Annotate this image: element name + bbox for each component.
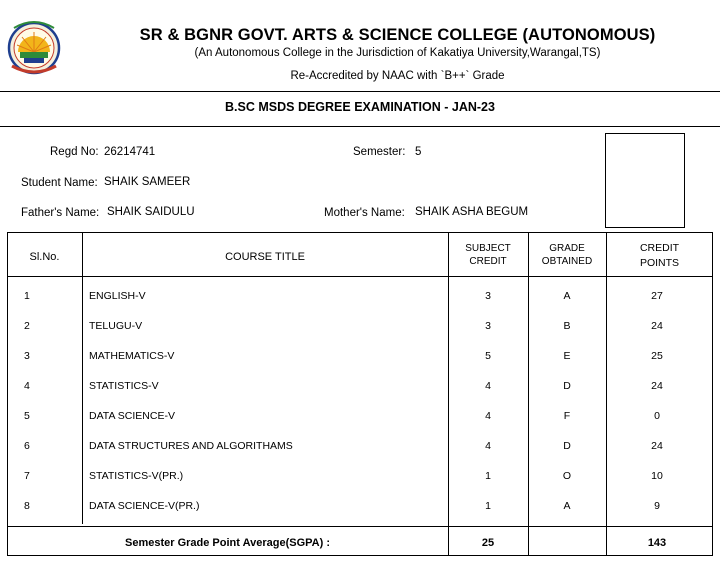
row-3-credit: 5 bbox=[485, 350, 491, 362]
student-name-label: Student Name: bbox=[21, 177, 98, 189]
row-6-course: DATA STRUCTURES AND ALGORITHAMS bbox=[89, 440, 293, 452]
slno-header: Sl.No. bbox=[29, 251, 60, 263]
total-credit-points: 143 bbox=[647, 537, 667, 549]
regd-label: Regd No: bbox=[50, 146, 99, 158]
row-3-slno: 3 bbox=[24, 350, 30, 362]
student-name-value: SHAIK SAMEER bbox=[104, 176, 191, 188]
row-5-slno: 5 bbox=[24, 410, 30, 422]
credit-points-header-line1: CREDIT bbox=[639, 242, 680, 254]
grade-header-line1: GRADE bbox=[549, 243, 585, 254]
grade-header-line2: OBTAINED bbox=[541, 256, 593, 267]
row-6-grade: D bbox=[563, 440, 571, 452]
subject-credit-header-line1: SUBJECT bbox=[465, 243, 511, 254]
row-5-course: DATA SCIENCE-V bbox=[89, 410, 175, 422]
row-6-points: 24 bbox=[651, 440, 663, 452]
subject-credit-header-line2: CREDIT bbox=[469, 256, 507, 267]
college-subtitle: (An Autonomous College in the Jurisdiction of Kakatiya University,Warangal,TS) bbox=[194, 47, 601, 59]
row-2-course: TELUGU-V bbox=[89, 320, 143, 332]
row-3-grade: E bbox=[563, 350, 571, 362]
course-header: COURSE TITLE bbox=[225, 251, 305, 263]
row-4-slno: 4 bbox=[24, 380, 30, 392]
header-row-divider bbox=[7, 276, 713, 277]
row-8-points: 9 bbox=[654, 500, 660, 512]
exam-title: B.SC MSDS DEGREE EXAMINATION - JAN-23 bbox=[225, 100, 495, 114]
row-1-slno: 1 bbox=[24, 290, 30, 302]
credit-points-header-line2: POINTS bbox=[639, 257, 680, 269]
row-7-grade: O bbox=[562, 470, 572, 482]
row-4-points: 24 bbox=[651, 380, 663, 392]
row-6-credit: 4 bbox=[485, 440, 491, 452]
row-4-course: STATISTICS-V bbox=[89, 380, 159, 392]
footer-row-divider bbox=[7, 526, 713, 527]
row-5-credit: 4 bbox=[485, 410, 491, 422]
row-7-course: STATISTICS-V(PR.) bbox=[89, 470, 184, 482]
row-1-grade: A bbox=[563, 290, 571, 302]
row-1-course: ENGLISH-V bbox=[89, 290, 146, 302]
row-2-points: 24 bbox=[651, 320, 663, 332]
row-8-course: DATA SCIENCE-V(PR.) bbox=[89, 500, 200, 512]
photo-box bbox=[605, 133, 685, 228]
row-7-credit: 1 bbox=[485, 470, 491, 482]
total-credit: 25 bbox=[481, 537, 495, 549]
row-6-slno: 6 bbox=[24, 440, 30, 452]
mother-name-label: Mother's Name: bbox=[324, 207, 405, 219]
father-name-value: SHAIK SAIDULU bbox=[107, 206, 195, 218]
college-seal-icon bbox=[6, 18, 62, 80]
row-4-grade: D bbox=[563, 380, 571, 392]
row-2-slno: 2 bbox=[24, 320, 30, 332]
row-3-points: 25 bbox=[651, 350, 663, 362]
regd-value: 26214741 bbox=[104, 146, 156, 158]
row-3-course: MATHEMATICS-V bbox=[89, 350, 175, 362]
row-2-credit: 3 bbox=[485, 320, 491, 332]
mother-name-value: SHAIK ASHA BEGUM bbox=[415, 206, 529, 218]
semester-label: Semester: bbox=[353, 146, 406, 158]
college-name: SR & BGNR GOVT. ARTS & SCIENCE COLLEGE (AUTONOMOUS) bbox=[139, 26, 656, 44]
row-8-credit: 1 bbox=[485, 500, 491, 512]
row-4-credit: 4 bbox=[485, 380, 491, 392]
row-1-points: 27 bbox=[651, 290, 663, 302]
row-1-credit: 3 bbox=[485, 290, 491, 302]
row-5-grade: F bbox=[563, 410, 571, 422]
semester-value: 5 bbox=[415, 146, 422, 158]
row-2-grade: B bbox=[563, 320, 571, 332]
sgpa-label: Semester Grade Point Average(SGPA) : bbox=[125, 537, 330, 549]
row-7-slno: 7 bbox=[24, 470, 30, 482]
accreditation-text: Re-Accredited by NAAC with `B++` Grade bbox=[290, 70, 505, 82]
father-name-label: Father's Name: bbox=[21, 207, 100, 219]
row-7-points: 10 bbox=[651, 470, 663, 482]
title-divider bbox=[0, 126, 720, 127]
header-divider bbox=[0, 91, 720, 92]
row-8-slno: 8 bbox=[24, 500, 30, 512]
row-8-grade: A bbox=[563, 500, 571, 512]
row-5-points: 0 bbox=[654, 410, 660, 422]
